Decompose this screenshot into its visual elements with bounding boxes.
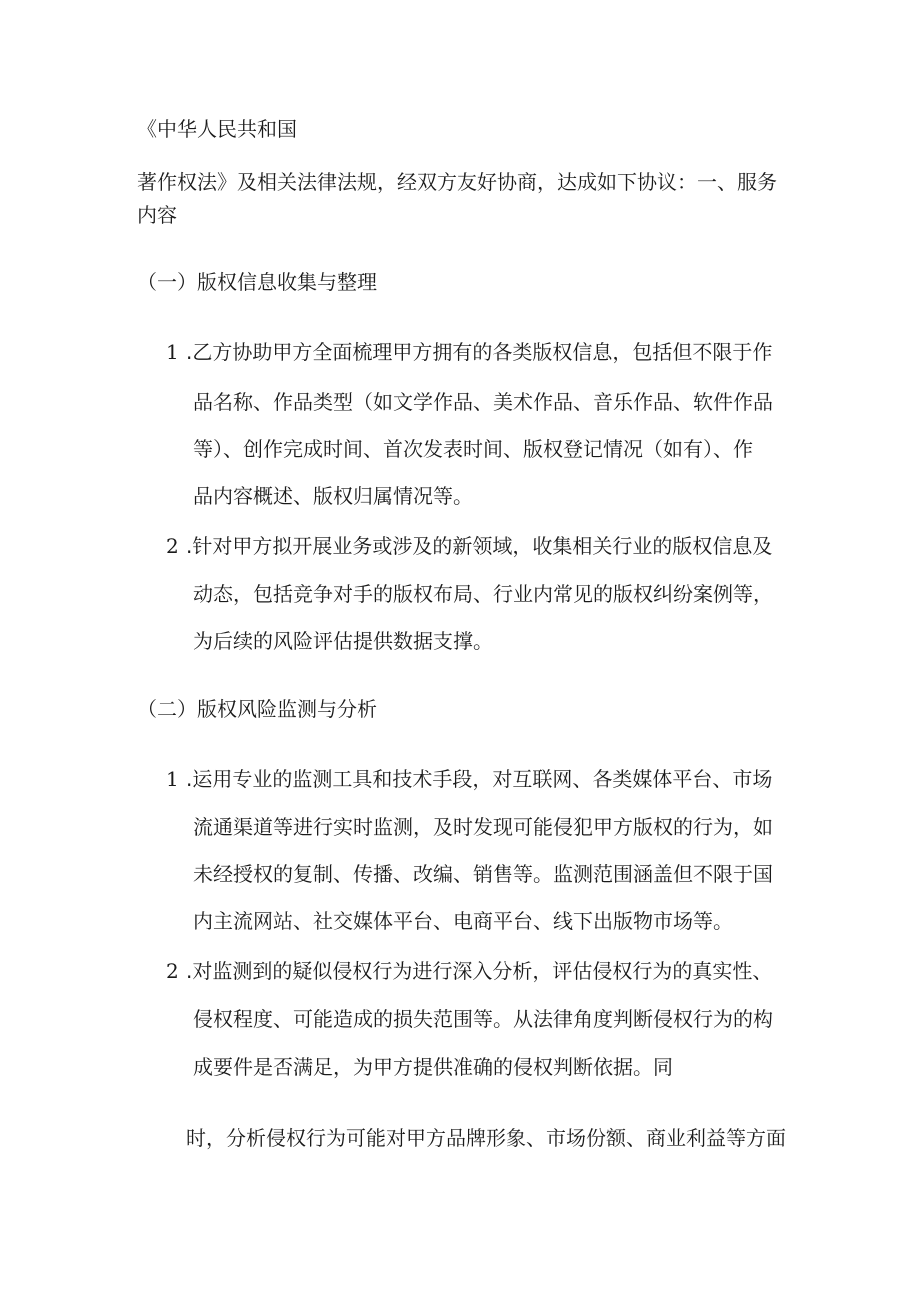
section-1-item-2-line-1: .针对甲方拟开展业务或涉及的新领域，收集相关行业的版权信息及 <box>186 534 773 558</box>
section-2-item-1-number: 1 <box>166 767 179 791</box>
section-1-item-2-line-2: 动态，包括竞争对手的版权布局、行业内常见的版权纠纷案例等， <box>193 582 773 606</box>
section-2-continuation-line: 时，分析侵权行为可能对甲方品牌形象、市场份额、商业利益等方面 <box>186 1126 786 1150</box>
section-1-item-1-number: 1 <box>166 340 179 364</box>
section-2-heading: （二）版权风险监测与分析 <box>137 697 377 721</box>
intro-line-2: 著作权法》及相关法律法规，经双方友好协商，达成如下协议：一、服务 <box>137 170 777 194</box>
intro-line-1: 《中华人民共和国 <box>137 117 297 141</box>
section-2-item-1-line-3: 未经授权的复制、传播、改编、销售等。监测范围涵盖但不限于国 <box>193 862 773 886</box>
section-2-item-2-number: 2 <box>166 959 179 983</box>
intro-line-3: 内容 <box>137 203 177 227</box>
section-1-item-1-line-3: 等）、创作完成时间、首次发表时间、版权登记情况（如有）、作 <box>193 437 753 461</box>
section-2-item-2-line-3: 成要件是否满足，为甲方提供准确的侵权判断依据。同 <box>193 1055 673 1079</box>
section-1-item-1-line-1: .乙方协助甲方全面梳理甲方拥有的各类版权信息，包括但不限于作 <box>186 340 773 364</box>
section-1-item-2-line-3: 为后续的风险评估提供数据支撑。 <box>193 629 493 653</box>
section-1-item-1-line-2: 品名称、作品类型（如文学作品、美术作品、音乐作品、软件作品 <box>193 390 773 414</box>
section-2-item-2-line-2: 侵权程度、可能造成的损失范围等。从法律角度判断侵权行为的构 <box>193 1007 773 1031</box>
section-2-item-2-line-1: .对监测到的疑似侵权行为进行深入分析，评估侵权行为的真实性、 <box>186 959 773 983</box>
section-2-item-1-line-1: .运用专业的监测工具和技术手段，对互联网、各类媒体平台、市场 <box>186 767 773 791</box>
section-1-item-2-number: 2 <box>166 534 179 558</box>
section-2-item-1-line-2: 流通渠道等进行实时监测，及时发现可能侵犯甲方版权的行为，如 <box>193 815 773 839</box>
section-2-item-1-line-4: 内主流网站、社交媒体平台、电商平台、线下出版物市场等。 <box>193 909 733 933</box>
section-1-heading: （一）版权信息收集与整理 <box>137 270 377 294</box>
section-1-item-1-line-4: 品内容概述、版权归属情况等。 <box>193 484 473 508</box>
